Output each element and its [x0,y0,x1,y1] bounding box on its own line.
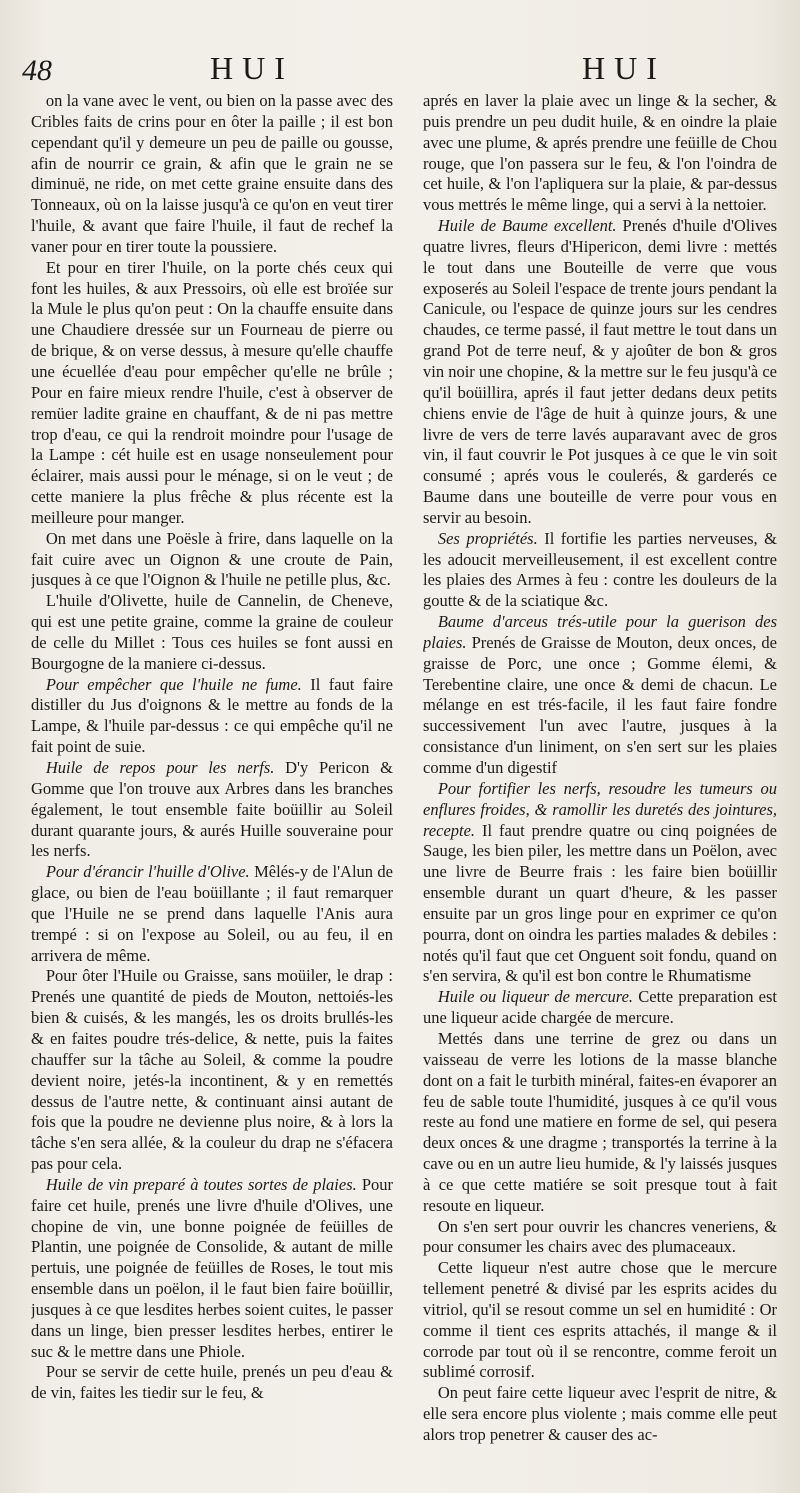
paragraph-text: On peut faire cette liqueur avec l'esprit de nitre, & elle sera encore plus violente ; mais comme elle peut alors trop penetrer & causer des ac- [423,1383,777,1444]
paragraph-heading: Ses propriétés. [437,528,538,548]
right-text-column [423,91,777,1486]
left-text-column [31,91,393,1486]
paragraph [31,1175,393,1363]
paragraph-heading: Pour fortifier les nerfs, resoudre les tumeurs ou enflures froides, & ramollir les duretés des jointures, recepte. [423,778,777,840]
paragraph [31,758,393,862]
paragraph [423,91,777,216]
paragraph [423,779,777,987]
paragraph-text: Cette preparation est une liqueur acide chargée de mercure. [423,987,777,1028]
paragraph-text: Pour ôter l'Huile ou Graisse, sans moüiler, le drap : Prenés une quantité de pieds de Mouton, nettoiés-les bien & cuisés, & les mangés, les os droits brullés-les & en faites poudre trés-delice, & nette, puis la faites chauffer sur la tâche au Soleil, & comme la poudre devient noire, jetés-la incontinent, & y en remettés dessus de l'autre nette, & continuant ainsi autant de fois que la poudre ne devienne plus noire, & à lors la tâche s'en sera allée, & la couleur du drap ne s'éfacera pas pour cela. [31,966,393,1174]
paragraph [31,966,393,1174]
running-header [22,48,770,88]
paragraph-heading: Pour d'érancir l'huille d'Olive. [45,862,250,882]
paragraph-text: Prenés d'huile d'Olives quatre livres, fleurs d'Hipericon, demi livre : mettés le tout dans une Bouteille de verre que vous exposerés au Soleil l'espace de trente jours pendant la Canicule, ou l'espace de quinze jours sur les cendres chaudes, ce terme passé, il faut mettre le tout dans un grand Pot de terre neuf, & y ajoûter de bon & gros vin noir une chopine, & la mettre sur le feu jusqu'à ce qu'il boüillira, aprés il faut jetter dedans deux petits chiens envie de l'âge de huit à quinze jours, & une livre de vers de terre lavés auparavant avec de gros vin, il faut couvrir le Pot jusques à ce que le vin soit consumé ; aprés vous le coulerés, & garderés ce Baume dans une bouteille de verre pour vous en servir au besoin. [423,216,777,527]
paragraph [31,591,393,674]
paragraph [423,1217,777,1259]
paragraph-text: Il faut prendre quatre ou cinq poignées de Sauge, les bien piler, les mettre dans un Poëlon, avec une livre de Beurre frais : les faire bien boüillir ensemble durant un quart d'heure, & les passer ensuite par un gros linge pour en exprimer ce qu'on pourra, dont on oindra les parties malades & debiles : notés qu'il faut que cet Onguent soit fondu, quand on s'en servira, & qu'il est bon contre le Rhumatisme [423,820,777,986]
paragraph-text: Cette liqueur n'est autre chose que le mercure tellement penetré & divisé par les esprits acides du vitriol, qu'il se resout comme un sel en humidité : Or comme il tient ces esprits attachés, il mange & il corrode par tout où il se rencontre, comme feroit un sublimé corrosif. [423,1258,777,1382]
paragraph-text: D'y Pericon & Gomme que l'on trouve aux Arbres dans les branches également, le tout ensemble faite boüillir au Soleil durant quarante jours, & aurés Huille souveraine pour les nerfs. [31,758,393,861]
paragraph [423,1258,777,1383]
paragraph-text: On s'en sert pour ouvrir les chancres veneriens, & pour consumer les chairs avec des plumaceaux. [423,1216,777,1257]
paragraph [31,862,393,966]
paragraph-heading: Baume d'arceus trés-utile pour la guerison des plaies. [423,612,777,652]
paragraph-text: Mêlés-y de l'Alun de glace, ou bien de l'eau boüillante ; il faut remarquer que l'Huile ne se prend dans laquelle l'Anis aura trempé : si on l'expose au Soleil, ou au feu, il en arrivera de même. [31,862,393,965]
paragraph-text: aprés en laver la plaie avec un linge & la secher, & puis prendre un peu dudit huile, & en oindre la plaie avec une plume, & aprés prendre une feüille de Chou rouge, que l'on passera sur le feu, & l'on l'oindra de cet huile, & l'on l'apliquera sur la plaie, & par-dessus vous mettrés le même linge, qui a servi à la nettoier. [423,91,777,215]
paragraph-text: on la vane avec le vent, ou bien on la passe avec des Cribles faits de crins pour en ôter la paille ; il est bon cependant qu'il y demeure un peu de paille ou gousse, afin de nourrir ce grain, & afin que le grain ne se diminuë, ne ride, on met cette graine ensuite dans des Tonneaux, où on la laisse jusqu'à ce qu'on en veut tirer l'huile, & avant que faire l'huile, il faut de rechef la vaner pour en tirer toute la poussiere. [31,91,393,256]
paragraph-heading: Huile ou liqueur de mercure. [437,987,634,1007]
paragraph [31,91,393,258]
paragraph-text: On met dans une Poësle à frire, dans laquelle on la fait cuire avec un Oignon & une croute de Pain, jusques à ce que l'Oignon & l'huile ne petille plus, &c. [31,528,393,590]
paragraph-heading: Huile de repos pour les nerfs. [45,758,275,777]
paragraph-text: Prenés de Graisse de Mouton, deux onces, de graisse de Porc, une once ; Gomme élemi, & Terebentine claire, une once & demi de chacun. Le mélange en est trés-facile, il les faut faire fondre successivement l'un avec l'autre, jusques à la consistance d'un liniment, on s'en sert sur les plaies comme d'un digestif [423,632,777,777]
paragraph-text: Et pour en tirer l'huile, on la porte chés ceux qui font les huiles, & aux Pressoirs, où elle est broïée sur la Mule le plus qu'on peut : On la chauffe ensuite dans une Chaudiere dressée sur un Fourneau de pierre ou de brique, & on verse dessus, à mesure qu'elle chauffe une écuellée d'eau pour empêcher qu'elle ne brûle ; Pour en faire mieux rendre l'huile, c'est à observer de remüer ladite graine en chauffant, & de ni pas mettre trop d'eau, ce qui la rendroit moindre pour l'usage de la Lampe : cét huile est en usage nonseulement pour éclairer, mais aussi pour le ménage, si on le veut ; de cette maniere la plus frêche & plus récente est la meilleure pour manger. [31,257,393,527]
paragraph-text: Il faut faire distiller du Jus d'oignons & le mettre au fonds de la Lampe, & l'huile par-dessus : ce qui empêche qu'il ne fait point de suie. [31,674,393,757]
paragraph [423,529,777,612]
page-number: 48 [22,54,52,87]
paragraph-text: Pour faire cet huile, prenés une livre d'huile d'Olives, une chopine de vin, une bonne poignée de feüilles de Plantin, une poignée de Consolide, & autant de mille pertuis, une poignée de feüilles de Roses, le tout mis ensemble dans un poëlon, il le faut bien faire boüillir, jusques à ce que lesdites herbes soient cuites, le passer dans un linge, bien presser lesdites herbes, entirer le suc & le mettre dans une Phiole. [31,1174,393,1361]
paragraph [31,1362,393,1404]
paragraph [423,987,777,1029]
paragraph-text: L'huile d'Olivette, huile de Cannelin, de Cheneve, qui est une petite graine, comme la graine de couleur de celle du Millet : Tous ces huiles se font aussi en Bourgogne de la maniere ci-dessus. [31,591,393,673]
paragraph [423,216,777,529]
paragraph [31,258,393,529]
paragraph [423,1029,777,1217]
paragraph-text: Il fortifie les parties nerveuses, & les adoucit merveilleusement, il est excellent contre les plaies des Armes à feu : contre les douleurs de la goutte & de la sciatique &c. [423,528,777,611]
paragraph [423,1383,777,1446]
paragraph [31,529,393,592]
running-head-left: HUI [210,50,294,86]
paragraph-heading: Huile de vin preparé à toutes sortes de plaies. [45,1174,357,1194]
paragraph-heading: Pour empêcher que l'huile ne fume. [45,674,302,694]
running-head-right: HUI [582,50,666,86]
paragraph [31,675,393,758]
paragraph-text: Mettés dans une terrine de grez ou dans un vaisseau de verre les lotions de la masse blanche dont on a fait le turbith minéral, faites-en évaporer an feu de sable toute l'humidité, jusques à ce qu'il vous reste au fond une matiere en forme de sel, qui pesera deux onces & une dragme ; transportés la terrine à la cave ou en un autre lieu humide, & l'y laissés jusques à ce que cette matiére se soit presque tout à fait resoute en liqueur. [423,1028,777,1215]
paragraph-text: Pour se servir de cette huile, prenés un peu d'eau & de vin, faites les tiedir sur le feu, & [31,1362,393,1403]
paragraph [423,612,777,779]
paragraph-heading: Huile de Baume excellent. [437,216,617,236]
